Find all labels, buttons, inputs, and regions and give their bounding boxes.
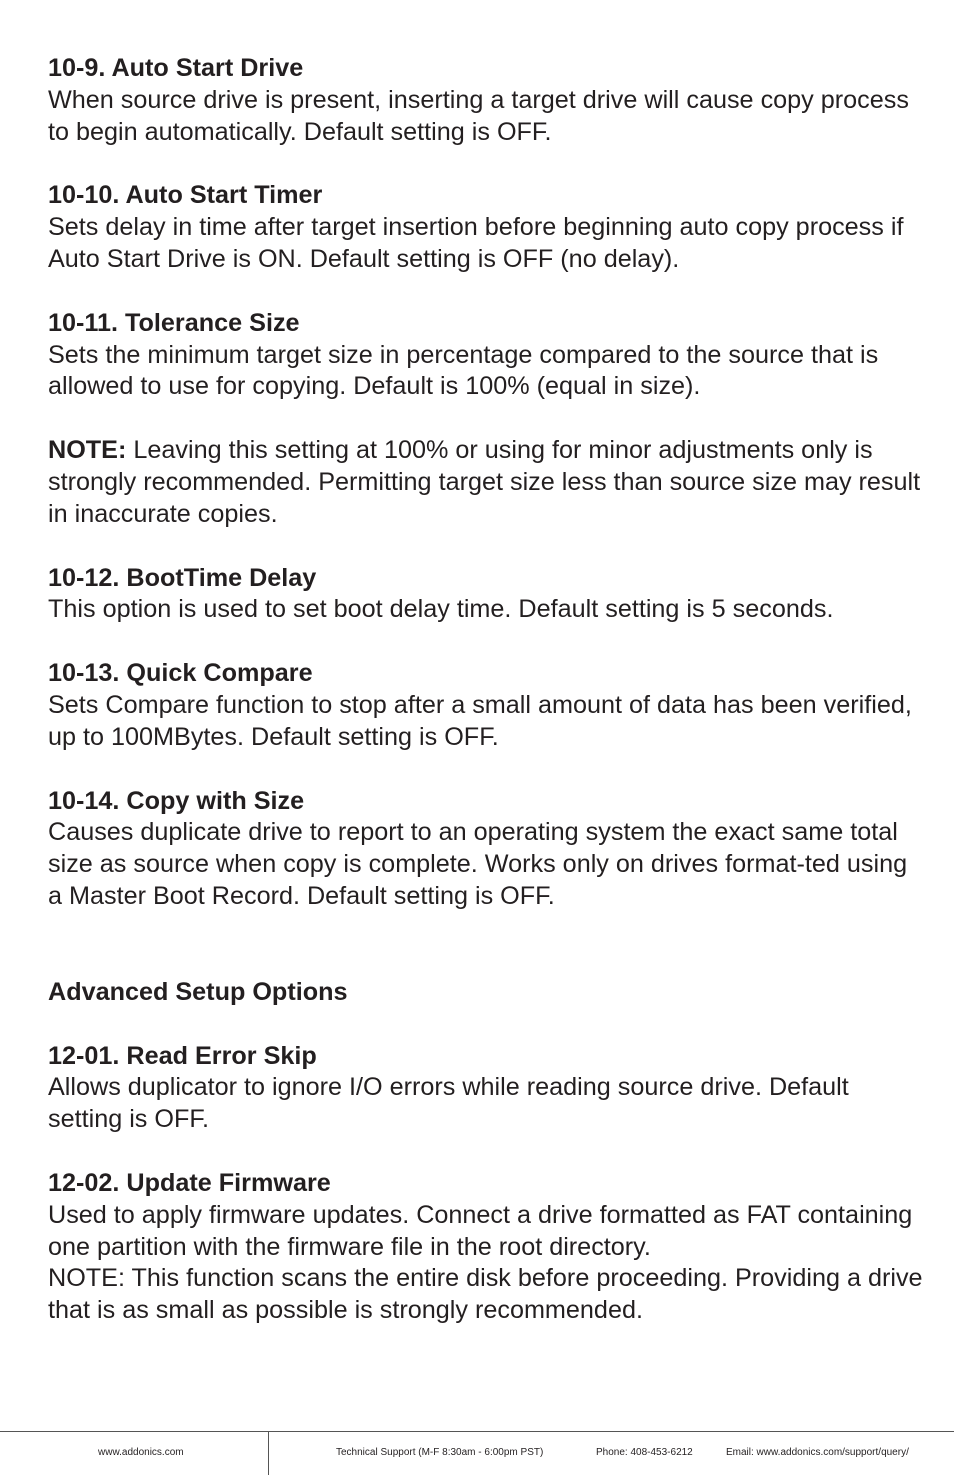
section-quick-compare xyxy=(48,658,928,753)
firmware-note: NOTE: This function scans the entire disk before proceeding. Providing a drive that is as small as possible is strongly recommended. xyxy=(48,1264,923,1325)
section-body: Sets the minimum target size in percentage compared to the source that is allowed to use for copying. Default is 100% (equal in size). xyxy=(48,340,879,401)
section-body: When source drive is present, inserting a target drive will cause copy process to begin automatically. Default setting is OFF. xyxy=(48,85,909,146)
footer-divider xyxy=(268,1432,269,1475)
footer-support: Technical Support (M-F 8:30am - 6:00pm PST) xyxy=(336,1447,544,1458)
section-heading: 10-14. Copy with Size xyxy=(48,786,305,815)
section-boottime-delay xyxy=(48,563,928,627)
section-body: Sets delay in time after target insertion before beginning auto copy process if Auto Start Drive is ON. Default setting is OFF (no delay). xyxy=(48,213,904,273)
tolerance-note xyxy=(48,435,928,530)
note-text: Leaving this setting at 100% or using for minor adjustments only is strongly recommended. Permitting target size less than source size may result in inaccurate copies. xyxy=(48,436,921,528)
section-heading: 10-13. Quick Compare xyxy=(48,659,313,688)
section-copy-with-size xyxy=(48,786,928,913)
footer-phone: Phone: 408-453-6212 xyxy=(596,1447,693,1458)
section-auto-start-timer xyxy=(48,180,928,275)
section-auto-start-drive xyxy=(48,53,928,148)
note-label: NOTE: xyxy=(48,436,127,465)
section-body: Used to apply firmware updates. Connect a drive formatted as FAT containing one partition with the firmware file in the root directory. xyxy=(48,1200,913,1261)
page-content xyxy=(48,53,928,1359)
section-body: Causes duplicate drive to report to an operating system the exact same total size as source when copy is complete. Works only on drives format-ted using a Master Boot Record. Default setting is OFF. xyxy=(48,818,908,910)
section-tolerance-size xyxy=(48,308,928,403)
footer-rule xyxy=(0,1431,954,1432)
section-heading: 12-01. Read Error Skip xyxy=(48,1041,317,1070)
footer-email[interactable]: Email: www.addonics.com/support/query/ xyxy=(726,1447,909,1458)
section-heading: 10-11. Tolerance Size xyxy=(48,308,300,337)
section-heading: 10-10. Auto Start Timer xyxy=(48,181,323,210)
section-body: This option is used to set boot delay time. Default setting is 5 seconds. xyxy=(48,595,834,624)
section-heading: 10-12. BootTime Delay xyxy=(48,563,317,592)
section-heading: 10-9. Auto Start Drive xyxy=(48,54,304,82)
advanced-setup-heading: Advanced Setup Options xyxy=(48,977,348,1006)
footer-website[interactable]: www.addonics.com xyxy=(98,1447,184,1458)
section-read-error-skip xyxy=(48,1041,928,1136)
section-heading: 12-02. Update Firmware xyxy=(48,1168,331,1197)
section-body: Sets Compare function to stop after a small amount of data has been verified, up to 100MBytes. Default setting is OFF. xyxy=(48,690,912,751)
section-body: Allows duplicator to ignore I/O errors while reading source drive. Default setting is OFF. xyxy=(48,1073,849,1134)
section-update-firmware xyxy=(48,1168,928,1327)
